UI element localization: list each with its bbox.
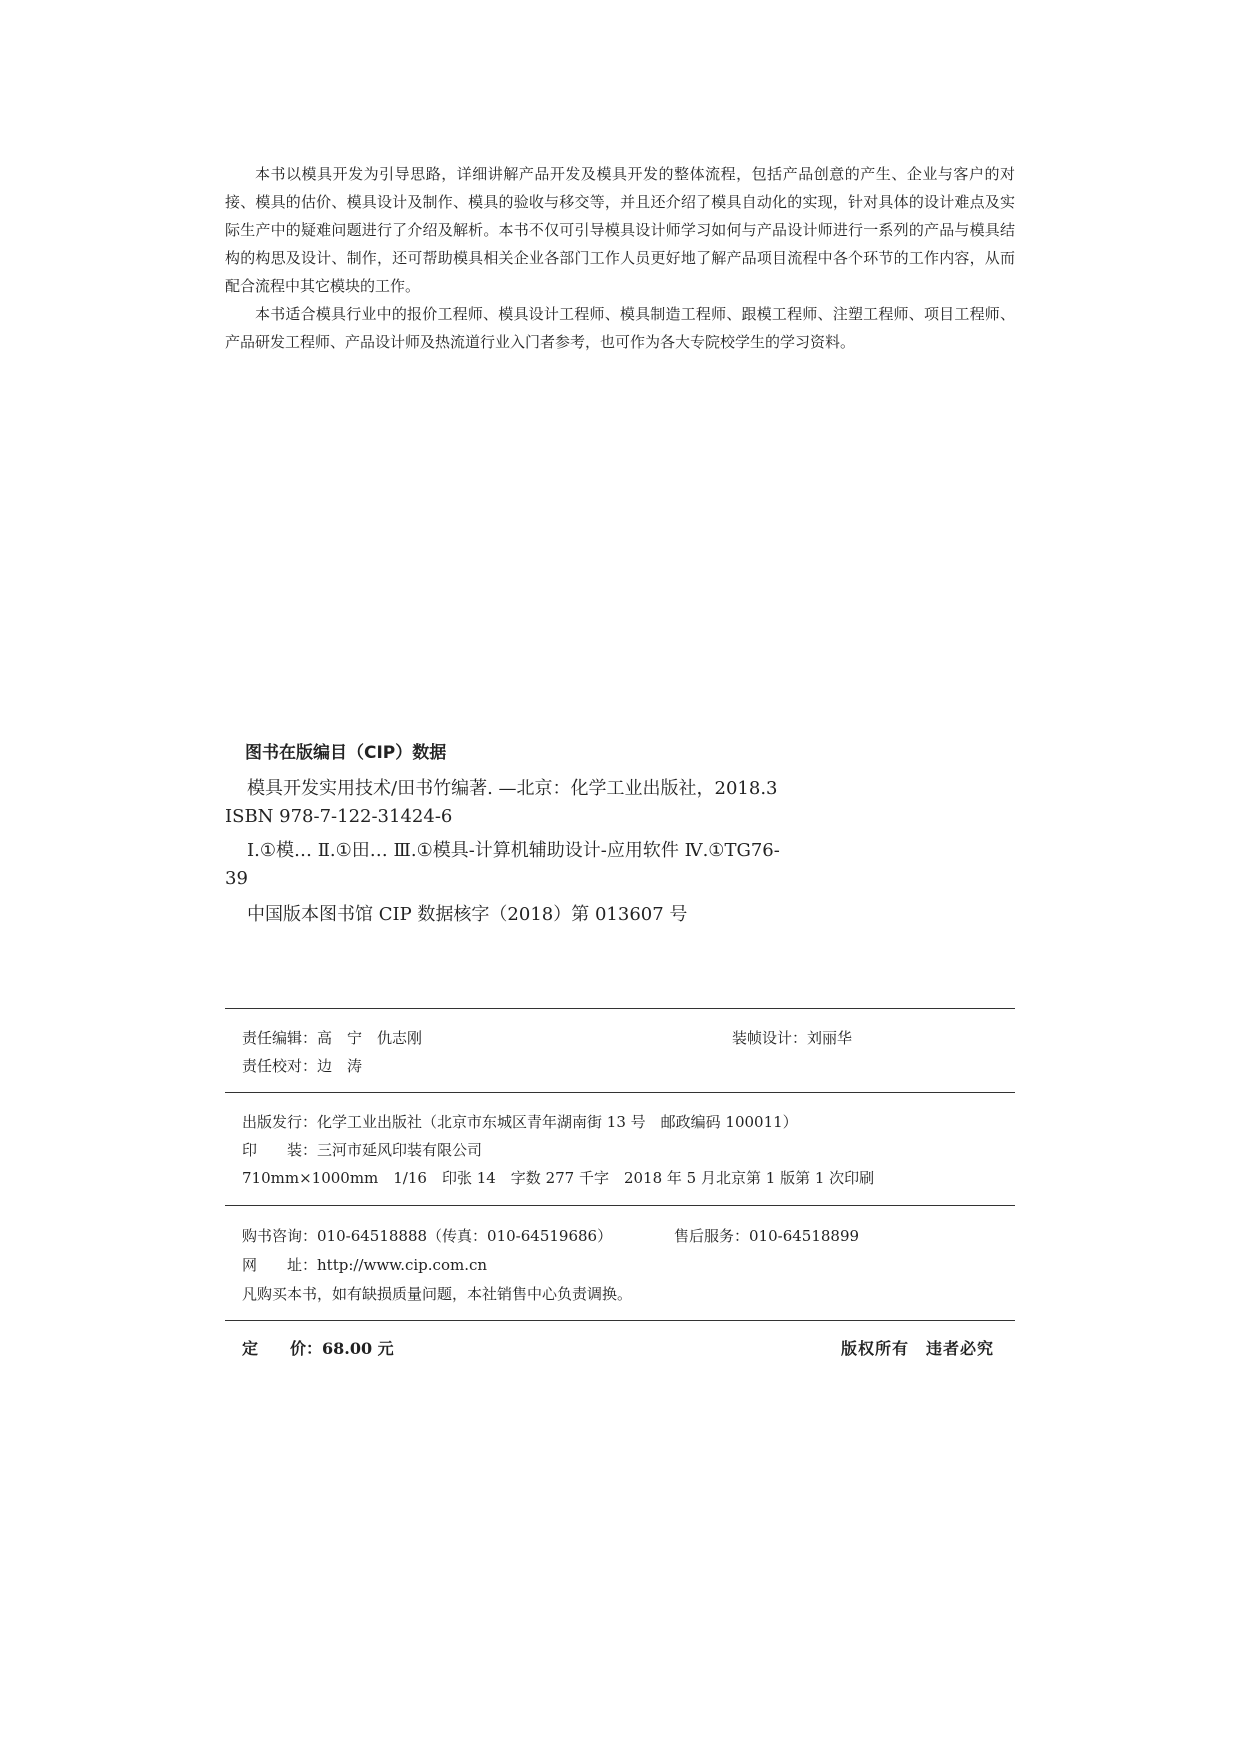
proofreader-credit: 责任校对：边 涛 [242, 1057, 363, 1075]
cip-entry-text: 模具开发实用技术/田书竹编著. —北京：化学工业出版社，2018.3 [247, 778, 778, 799]
website-line[interactable]: 网 址：http://www.cip.com.cn [242, 1256, 488, 1274]
abstract-paragraph: 本书适合模具行业中的报价工程师、模具设计工程师、模具制造工程师、跟模工程师、注塑工程师、项目工程师、产品研发工程师、产品设计师及热流道行业入门者参考，也可作为各大专院校学生的学习资料。 [225, 305, 1015, 351]
cip-record-number: 中国版本图书馆 CIP 数据核字（2018）第 013607 号 [247, 904, 688, 925]
divider [225, 1320, 1015, 1321]
cip-entry [225, 775, 795, 831]
staff-credits [242, 1024, 1012, 1080]
replacement-notice: 凡购买本书，如有缺损质量问题，本社销售中心负责调换。 [242, 1285, 633, 1303]
copyright-notice: 版权所有 违者必究 [840, 1339, 994, 1358]
after-sales-service: 售后服务：010-64518899 [674, 1227, 860, 1245]
editor-credit: 责任编辑：高 宁 仇志刚 [242, 1029, 423, 1047]
abstract-paragraph: 本书以模具开发为引导思路，详细讲解产品开发及模具开发的整体流程，包括产品创意的产生、企业与客户的对接、模具的估价、模具设计及制作、模具的验收与移交等，并且还介绍了模具自动化的实现，针对具体的设计难点及实际生产中的疑难问题进行了介绍及解析。本书不仅可引导模具设计师学习如何与产品设计师进行一系列的产品与模具结构的构思及设计、制作，还可帮助模具相关企业各部门工作人员更好地了解产品项目流程中各个环节的工作内容，从而配合流程中其它模块的工作。 [225, 165, 1015, 295]
publisher-line: 出版发行：化学工业出版社（北京市东城区青年湖南街 13 号 邮政编码 100011） [242, 1113, 798, 1131]
divider [225, 1008, 1015, 1009]
divider [225, 1092, 1015, 1093]
cip-title: 图书在版编目（CIP）数据 [245, 743, 447, 763]
cip-record-block [225, 775, 795, 937]
divider [225, 1205, 1015, 1206]
purchase-consultation: 购书咨询：010-64518888（传真：010-64519686） [242, 1227, 613, 1245]
price-row [242, 1335, 994, 1363]
cip-classification: Ⅰ.①模… Ⅱ.①田… Ⅲ.①模具-计算机辅助设计-应用软件 Ⅳ.①TG76-39 [225, 840, 780, 889]
book-abstract [225, 160, 1015, 356]
specs-line: 710mm×1000mm 1/16 印张 14 字数 277 千字 2018 年 5 月北京第 1 版第 1 次印刷 [242, 1169, 875, 1187]
contact-info [242, 1222, 1012, 1309]
designer-credit: 装帧设计：刘丽华 [732, 1029, 853, 1047]
price: 定 价：68.00 元 [242, 1339, 394, 1358]
cip-isbn: ISBN 978-7-122-31424-6 [225, 806, 453, 827]
publication-info [242, 1108, 1012, 1192]
printer-line: 印 装：三河市延风印装有限公司 [242, 1141, 483, 1159]
